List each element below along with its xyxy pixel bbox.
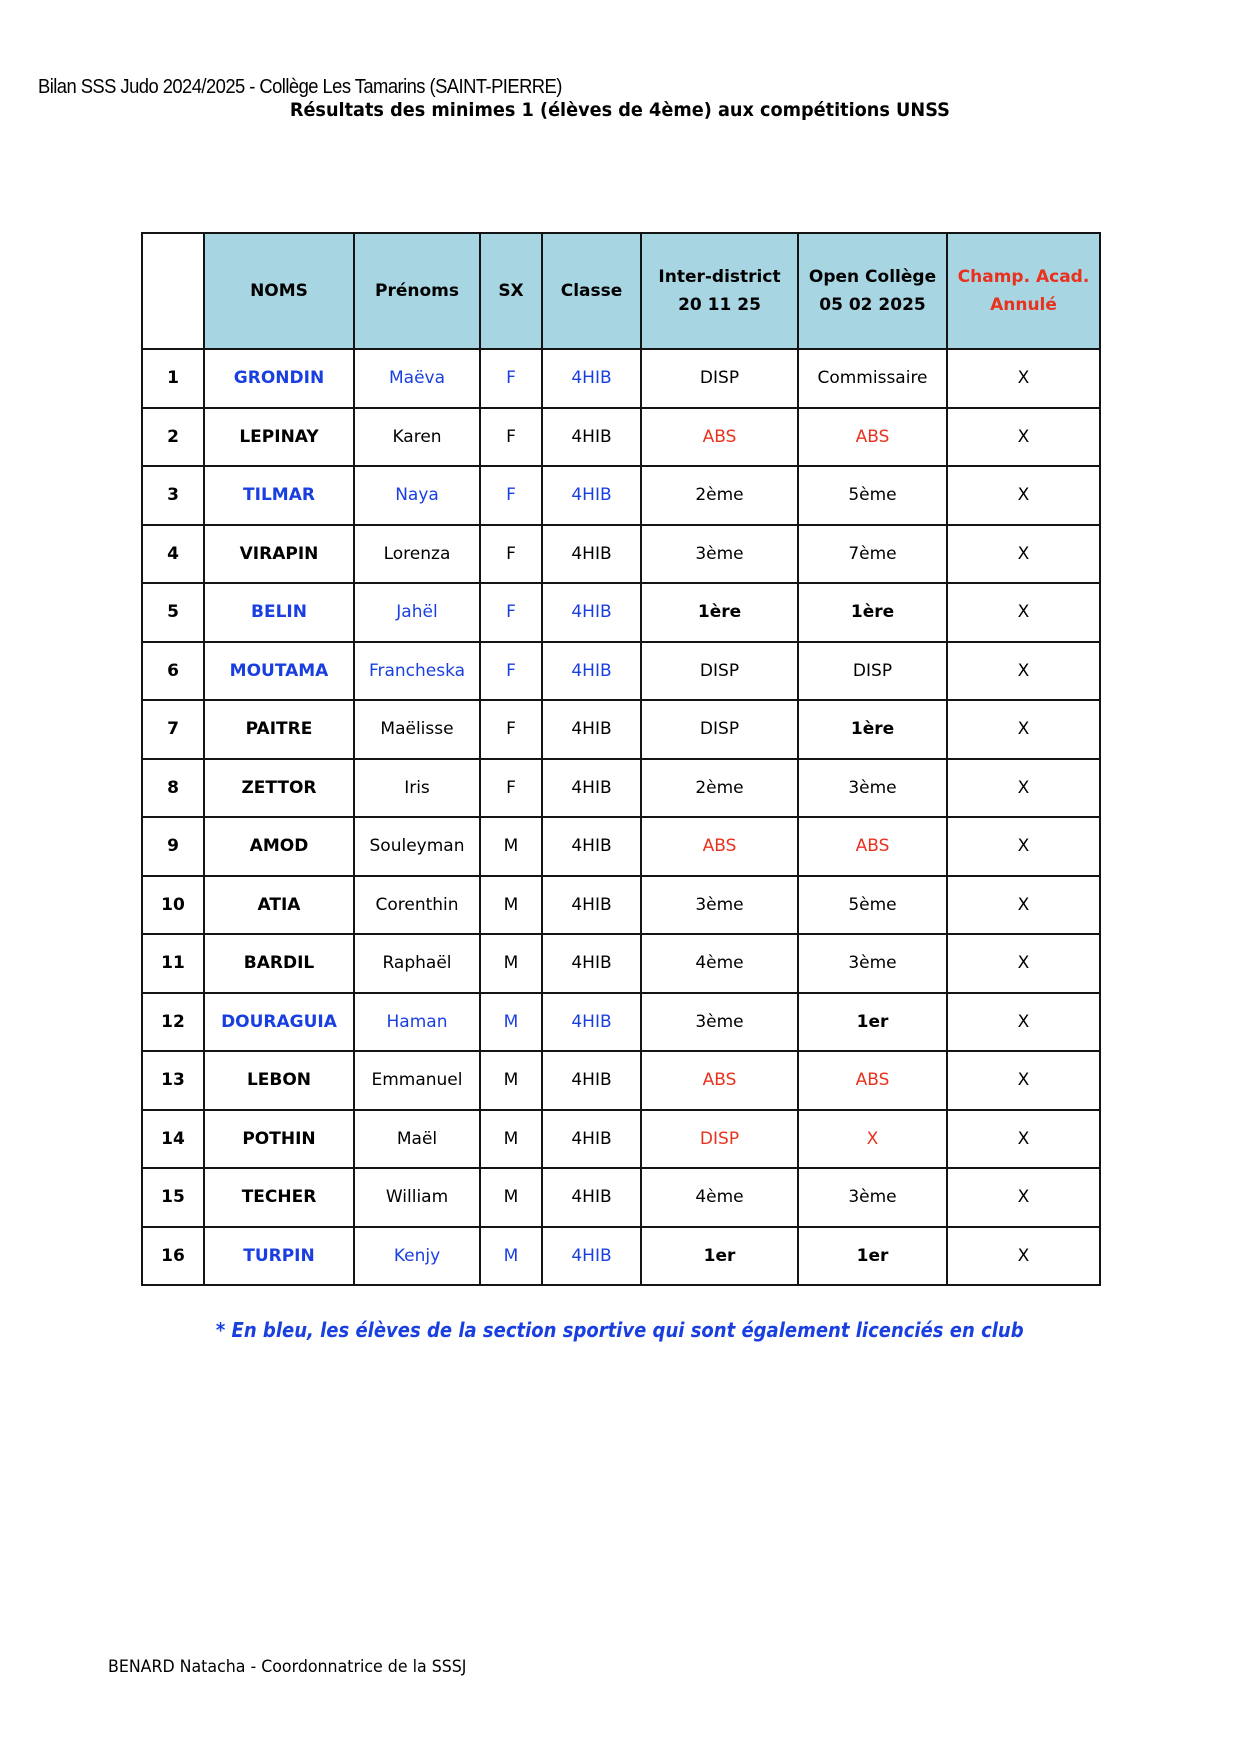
cell-open-college: Commissaire	[798, 349, 947, 408]
cell-prenom: Haman	[354, 993, 480, 1052]
cell-number: 2	[142, 408, 204, 467]
cell-champ-acad: X	[947, 1227, 1100, 1286]
cell-inter-district: 4ème	[641, 934, 798, 993]
cell-champ-acad: X	[947, 759, 1100, 818]
cell-champ-acad: X	[947, 993, 1100, 1052]
table-row	[142, 642, 1100, 701]
cell-prenom: Corenthin	[354, 876, 480, 935]
cell-prenom: Iris	[354, 759, 480, 818]
cell-nom: DOURAGUIA	[204, 993, 354, 1052]
cell-inter-district: ABS	[641, 1051, 798, 1110]
cell-champ-acad: X	[947, 583, 1100, 642]
cell-sx: M	[480, 1051, 542, 1110]
cell-nom: AMOD	[204, 817, 354, 876]
cell-open-college: 5ème	[798, 876, 947, 935]
document-subtitle	[0, 99, 1240, 121]
cell-nom: POTHIN	[204, 1110, 354, 1169]
cell-sx: F	[480, 349, 542, 408]
cell-open-college: 1ère	[798, 700, 947, 759]
cell-classe: 4HIB	[542, 408, 641, 467]
cell-prenom: Lorenza	[354, 525, 480, 584]
table-row	[142, 876, 1100, 935]
table-body	[142, 349, 1100, 1285]
table-row	[142, 408, 1100, 467]
cell-inter-district: 3ème	[641, 993, 798, 1052]
cell-number: 1	[142, 349, 204, 408]
cell-nom: GRONDIN	[204, 349, 354, 408]
cell-sx: M	[480, 876, 542, 935]
cell-champ-acad: X	[947, 817, 1100, 876]
cell-number: 15	[142, 1168, 204, 1227]
cell-open-college: X	[798, 1110, 947, 1169]
header-classe: Classe	[542, 233, 641, 349]
table-row	[142, 583, 1100, 642]
cell-number: 8	[142, 759, 204, 818]
cell-open-college: ABS	[798, 1051, 947, 1110]
cell-prenom: Jahël	[354, 583, 480, 642]
cell-prenom: Kenjy	[354, 1227, 480, 1286]
cell-sx: M	[480, 1110, 542, 1169]
cell-nom: VIRAPIN	[204, 525, 354, 584]
cell-classe: 4HIB	[542, 934, 641, 993]
cell-nom: TECHER	[204, 1168, 354, 1227]
cell-champ-acad: X	[947, 642, 1100, 701]
cell-classe: 4HIB	[542, 349, 641, 408]
cell-nom: BARDIL	[204, 934, 354, 993]
cell-inter-district: 2ème	[641, 759, 798, 818]
cell-classe: 4HIB	[542, 1227, 641, 1286]
cell-prenom: Maëva	[354, 349, 480, 408]
table-row	[142, 1051, 1100, 1110]
cell-nom: TURPIN	[204, 1227, 354, 1286]
cell-champ-acad: X	[947, 466, 1100, 525]
table-row	[142, 700, 1100, 759]
cell-sx: F	[480, 466, 542, 525]
cell-number: 7	[142, 700, 204, 759]
results-table	[141, 232, 1101, 1286]
cell-open-college: 3ème	[798, 759, 947, 818]
cell-inter-district: 1ère	[641, 583, 798, 642]
table-row	[142, 817, 1100, 876]
cell-nom: TILMAR	[204, 466, 354, 525]
cell-open-college: 5ème	[798, 466, 947, 525]
cell-number: 14	[142, 1110, 204, 1169]
cell-classe: 4HIB	[542, 876, 641, 935]
cell-champ-acad: X	[947, 876, 1100, 935]
header-open-college-label: Open Collège	[808, 267, 937, 287]
cell-classe: 4HIB	[542, 1051, 641, 1110]
cell-classe: 4HIB	[542, 759, 641, 818]
cell-inter-district: ABS	[641, 408, 798, 467]
cell-prenom: Karen	[354, 408, 480, 467]
cell-open-college: ABS	[798, 408, 947, 467]
cell-inter-district: 3ème	[641, 876, 798, 935]
cell-classe: 4HIB	[542, 583, 641, 642]
document-title: Bilan SSS Judo 2024/2025 - Collège Les Tamarins (SAINT-PIERRE)	[38, 76, 562, 98]
header-inter-district	[641, 233, 798, 349]
cell-champ-acad: X	[947, 408, 1100, 467]
table-row	[142, 1110, 1100, 1169]
cell-champ-acad: X	[947, 934, 1100, 993]
table-row	[142, 466, 1100, 525]
cell-classe: 4HIB	[542, 700, 641, 759]
cell-number: 10	[142, 876, 204, 935]
header-open-college	[798, 233, 947, 349]
cell-number: 3	[142, 466, 204, 525]
cell-number: 9	[142, 817, 204, 876]
cell-champ-acad: X	[947, 349, 1100, 408]
table-row	[142, 993, 1100, 1052]
cell-nom: BELIN	[204, 583, 354, 642]
cell-number: 4	[142, 525, 204, 584]
header-champ-acad	[947, 233, 1100, 349]
cell-prenom: William	[354, 1168, 480, 1227]
cell-sx: M	[480, 1168, 542, 1227]
table-row	[142, 759, 1100, 818]
table-row	[142, 934, 1100, 993]
cell-open-college: 7ème	[798, 525, 947, 584]
cell-open-college: 1ère	[798, 583, 947, 642]
table-row	[142, 1227, 1100, 1286]
cell-classe: 4HIB	[542, 993, 641, 1052]
signature	[108, 1657, 493, 1677]
cell-inter-district: 1er	[641, 1227, 798, 1286]
cell-prenom: Souleyman	[354, 817, 480, 876]
header-index	[142, 233, 204, 349]
header-prenoms: Prénoms	[354, 233, 480, 349]
cell-sx: F	[480, 583, 542, 642]
cell-sx: F	[480, 759, 542, 818]
cell-inter-district: DISP	[641, 642, 798, 701]
cell-classe: 4HIB	[542, 466, 641, 525]
cell-open-college: 1er	[798, 993, 947, 1052]
table-header-row	[142, 233, 1100, 349]
header-champ-acad-label: Champ. Acad.	[957, 267, 1090, 287]
cell-number: 11	[142, 934, 204, 993]
cell-sx: F	[480, 525, 542, 584]
footnote	[0, 1318, 1240, 1342]
cell-classe: 4HIB	[542, 817, 641, 876]
cell-inter-district: ABS	[641, 817, 798, 876]
cell-champ-acad: X	[947, 1168, 1100, 1227]
cell-number: 16	[142, 1227, 204, 1286]
cell-classe: 4HIB	[542, 642, 641, 701]
cell-champ-acad: X	[947, 1110, 1100, 1169]
cell-nom: MOUTAMA	[204, 642, 354, 701]
cell-prenom: Emmanuel	[354, 1051, 480, 1110]
cell-prenom: Maëlisse	[354, 700, 480, 759]
cell-classe: 4HIB	[542, 1168, 641, 1227]
cell-sx: M	[480, 993, 542, 1052]
cell-inter-district: 3ème	[641, 525, 798, 584]
header-champ-acad-status: Annulé	[990, 295, 1057, 315]
cell-nom: ATIA	[204, 876, 354, 935]
table-row	[142, 349, 1100, 408]
table-row	[142, 525, 1100, 584]
cell-classe: 4HIB	[542, 525, 641, 584]
cell-inter-district: DISP	[641, 700, 798, 759]
cell-open-college: ABS	[798, 817, 947, 876]
cell-inter-district: DISP	[641, 1110, 798, 1169]
cell-champ-acad: X	[947, 700, 1100, 759]
header-inter-district-label: Inter-district	[658, 267, 781, 287]
cell-prenom: Maël	[354, 1110, 480, 1169]
cell-number: 13	[142, 1051, 204, 1110]
cell-nom: LEPINAY	[204, 408, 354, 467]
cell-sx: M	[480, 1227, 542, 1286]
subtitle-text: Résultats des minimes 1 (élèves de 4ème) aux compétitions UNSS	[289, 99, 951, 121]
cell-prenom: Francheska	[354, 642, 480, 701]
cell-prenom: Naya	[354, 466, 480, 525]
cell-number: 12	[142, 993, 204, 1052]
cell-inter-district: 2ème	[641, 466, 798, 525]
cell-number: 6	[142, 642, 204, 701]
header-sx: SX	[480, 233, 542, 349]
cell-prenom: Raphaël	[354, 934, 480, 993]
cell-nom: LEBON	[204, 1051, 354, 1110]
cell-classe: 4HIB	[542, 1110, 641, 1169]
header-noms: NOMS	[204, 233, 354, 349]
cell-sx: F	[480, 700, 542, 759]
cell-open-college: 3ème	[798, 1168, 947, 1227]
cell-champ-acad: X	[947, 1051, 1100, 1110]
cell-nom: PAITRE	[204, 700, 354, 759]
header-open-college-date: 05 02 2025	[819, 295, 926, 315]
cell-sx: F	[480, 642, 542, 701]
header-inter-district-date: 20 11 25	[678, 295, 761, 315]
cell-open-college: 3ème	[798, 934, 947, 993]
cell-sx: F	[480, 408, 542, 467]
cell-sx: M	[480, 934, 542, 993]
cell-number: 5	[142, 583, 204, 642]
table-row	[142, 1168, 1100, 1227]
cell-champ-acad: X	[947, 525, 1100, 584]
footnote-text: * En bleu, les élèves de la section sportive qui sont également licenciés en club	[216, 1318, 1024, 1342]
cell-open-college: DISP	[798, 642, 947, 701]
cell-open-college: 1er	[798, 1227, 947, 1286]
cell-inter-district: DISP	[641, 349, 798, 408]
cell-inter-district: 4ème	[641, 1168, 798, 1227]
signature-text: BENARD Natacha - Coordonnatrice de la SSSJ	[108, 1657, 467, 1677]
cell-nom: ZETTOR	[204, 759, 354, 818]
cell-sx: M	[480, 817, 542, 876]
